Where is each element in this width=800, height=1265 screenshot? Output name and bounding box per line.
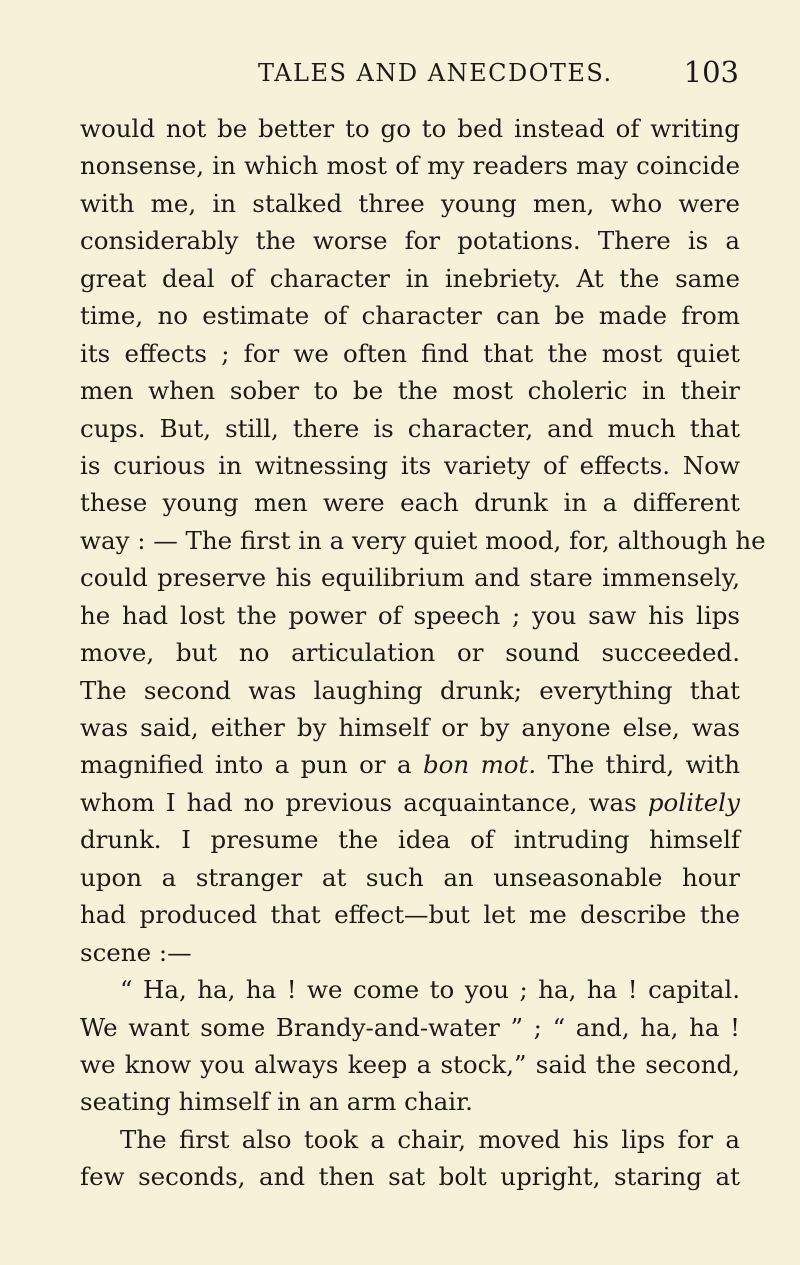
text-line: “ Ha, ha, ha ! we come to you ; ha, ha ! capital.	[120, 975, 740, 1005]
text-line: scene :—	[80, 937, 192, 967]
text-line: men when sober to be the most choleric in their	[80, 376, 740, 406]
text-line: we know you always keep a stock,” said the second,	[80, 1049, 740, 1079]
text-line: cups. But, still, there is character, and much that	[80, 413, 740, 443]
text-segment: magnified into a pun or a	[80, 750, 412, 780]
text-segment: whom I had no previous acquaintance, was	[80, 787, 637, 817]
running-head-title: TALES AND ANECDOTES.	[258, 59, 613, 87]
text-line: way : — The first in a very quiet mood, for, although he	[80, 525, 766, 555]
text-line: with me, in stalked three young men, who were	[80, 188, 740, 218]
text-line: considerably the worse for potations. There is a	[80, 226, 740, 256]
text-line: its effects ; for we often find that the most quiet	[80, 338, 740, 368]
text-line: was said, either by himself or by anyone else, was	[80, 713, 740, 742]
text-line: could preserve his equilibrium and stare immensely,	[80, 563, 740, 593]
text-line: move, but no articulation or sound succeeded.	[80, 638, 740, 668]
running-head	[258, 55, 743, 95]
italic-word: politely	[647, 787, 740, 817]
italic-phrase: bon mot.	[423, 750, 537, 780]
text-line-mixed	[80, 746, 740, 783]
page-number: 103	[683, 55, 739, 89]
text-line: drunk. I presume the idea of intruding himself	[80, 825, 740, 855]
text-line: nonsense, in which most of my readers may coincide	[80, 151, 740, 181]
text-line: seating himself in an arm chair.	[80, 1087, 473, 1117]
text-line: would not be better to go to bed instead of writing	[80, 114, 740, 143]
text-segment: The third, with	[547, 750, 741, 780]
text-line: time, no estimate of character can be made from	[80, 301, 740, 331]
text-line: We want some Brandy-and-water ” ; “ and, ha, ha !	[80, 1012, 740, 1042]
text-line: The second was laughing drunk; everything that	[80, 675, 740, 705]
text-line: The first also took a chair, moved his lips for a	[120, 1124, 740, 1154]
text-line: he had lost the power of speech ; you saw his lips	[80, 600, 740, 630]
text-line: upon a stranger at such an unseasonable hour	[80, 862, 740, 892]
text-line: had produced that effect—but let me describe the	[80, 900, 740, 930]
text-line: these young men were each drunk in a different	[80, 488, 740, 518]
body-text	[80, 110, 766, 1196]
text-line: few seconds, and then sat bolt upright, staring at	[80, 1162, 740, 1192]
text-line-mixed	[80, 784, 740, 821]
text-line: great deal of character in inebriety. At the same	[80, 263, 740, 293]
text-line: is curious in witnessing its variety of effects. Now	[80, 450, 740, 480]
